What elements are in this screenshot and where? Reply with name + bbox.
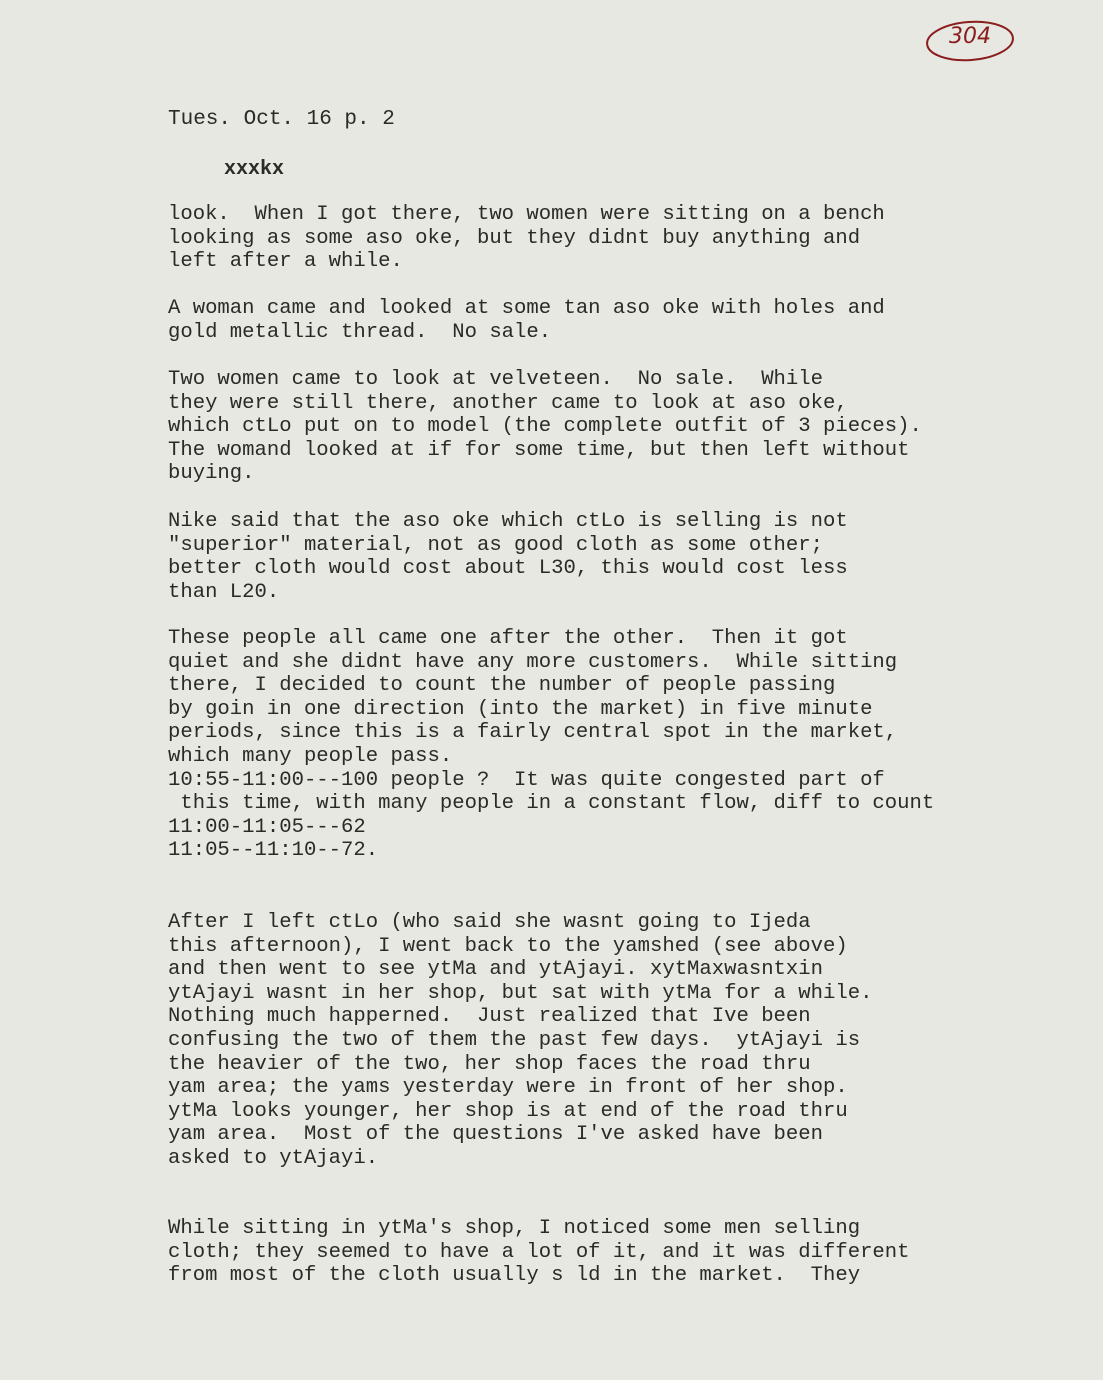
page-header: Tues. Oct. 16 p. 2 [168,108,395,131]
paragraph-5: These people all came one after the other. Then it got quiet and she didnt have any more customers. While sitting there, I decided to count the number of people passing by goin in one direction (into the market) in five minute periods, since this is a fairly central spot in the market, which many people pass. 10:55-11:00---100 people ? It was quite congested part of this time, with many people in a constant flow, diff to count 11:00-11:05---62 11:05--11:10--72. [168,627,935,863]
paragraph-6: After I left ctLo (who said she wasnt going to Ijeda this afternoon), I went back to the yamshed (see above) and then went to see ytMa and ytAjayi. xytMaxwasntxin ytAjayi wasnt in her shop, but sat with ytMa for a while. Nothing much happerned. Just realized that Ive been confusing the two of them the past few days. ytAjayi is the heavier of the two, her shop faces the road thru yam area; the yams yesterday were in front of her shop. ytMa looks younger, her shop is at end of the road thru yam area. Most of the questions I've asked have been asked to ytAjayi. [168,911,873,1170]
page-number-stamp [924,18,1016,64]
page-number: 304 [949,24,991,49]
paragraph-7: While sitting in ytMa's shop, I noticed some men selling cloth; they seemed to have a lot of it, and it was different from most of the cloth usually s ld in the market. They [168,1217,910,1288]
paragraph-1: look. When I got there, two women were sitting on a bench looking as some aso oke, but they didnt buy anything and left after a while. [168,203,885,274]
paragraph-3: Two women came to look at velveteen. No sale. While they were still there, another came to look at aso oke, which ctLo put on to model (the complete outfit of 3 pieces). The womand looked at if for some time, but then left without buying. [168,368,922,486]
paragraph-2: A woman came and looked at some tan aso oke with holes and gold metallic thread. No sale. [168,297,885,344]
struck-out-text: xxxkx [224,158,285,181]
paragraph-4: Nike said that the aso oke which ctLo is selling is not "superior" material, not as good cloth as some other; better cloth would cost about L30, this would cost less than L20. [168,510,848,604]
